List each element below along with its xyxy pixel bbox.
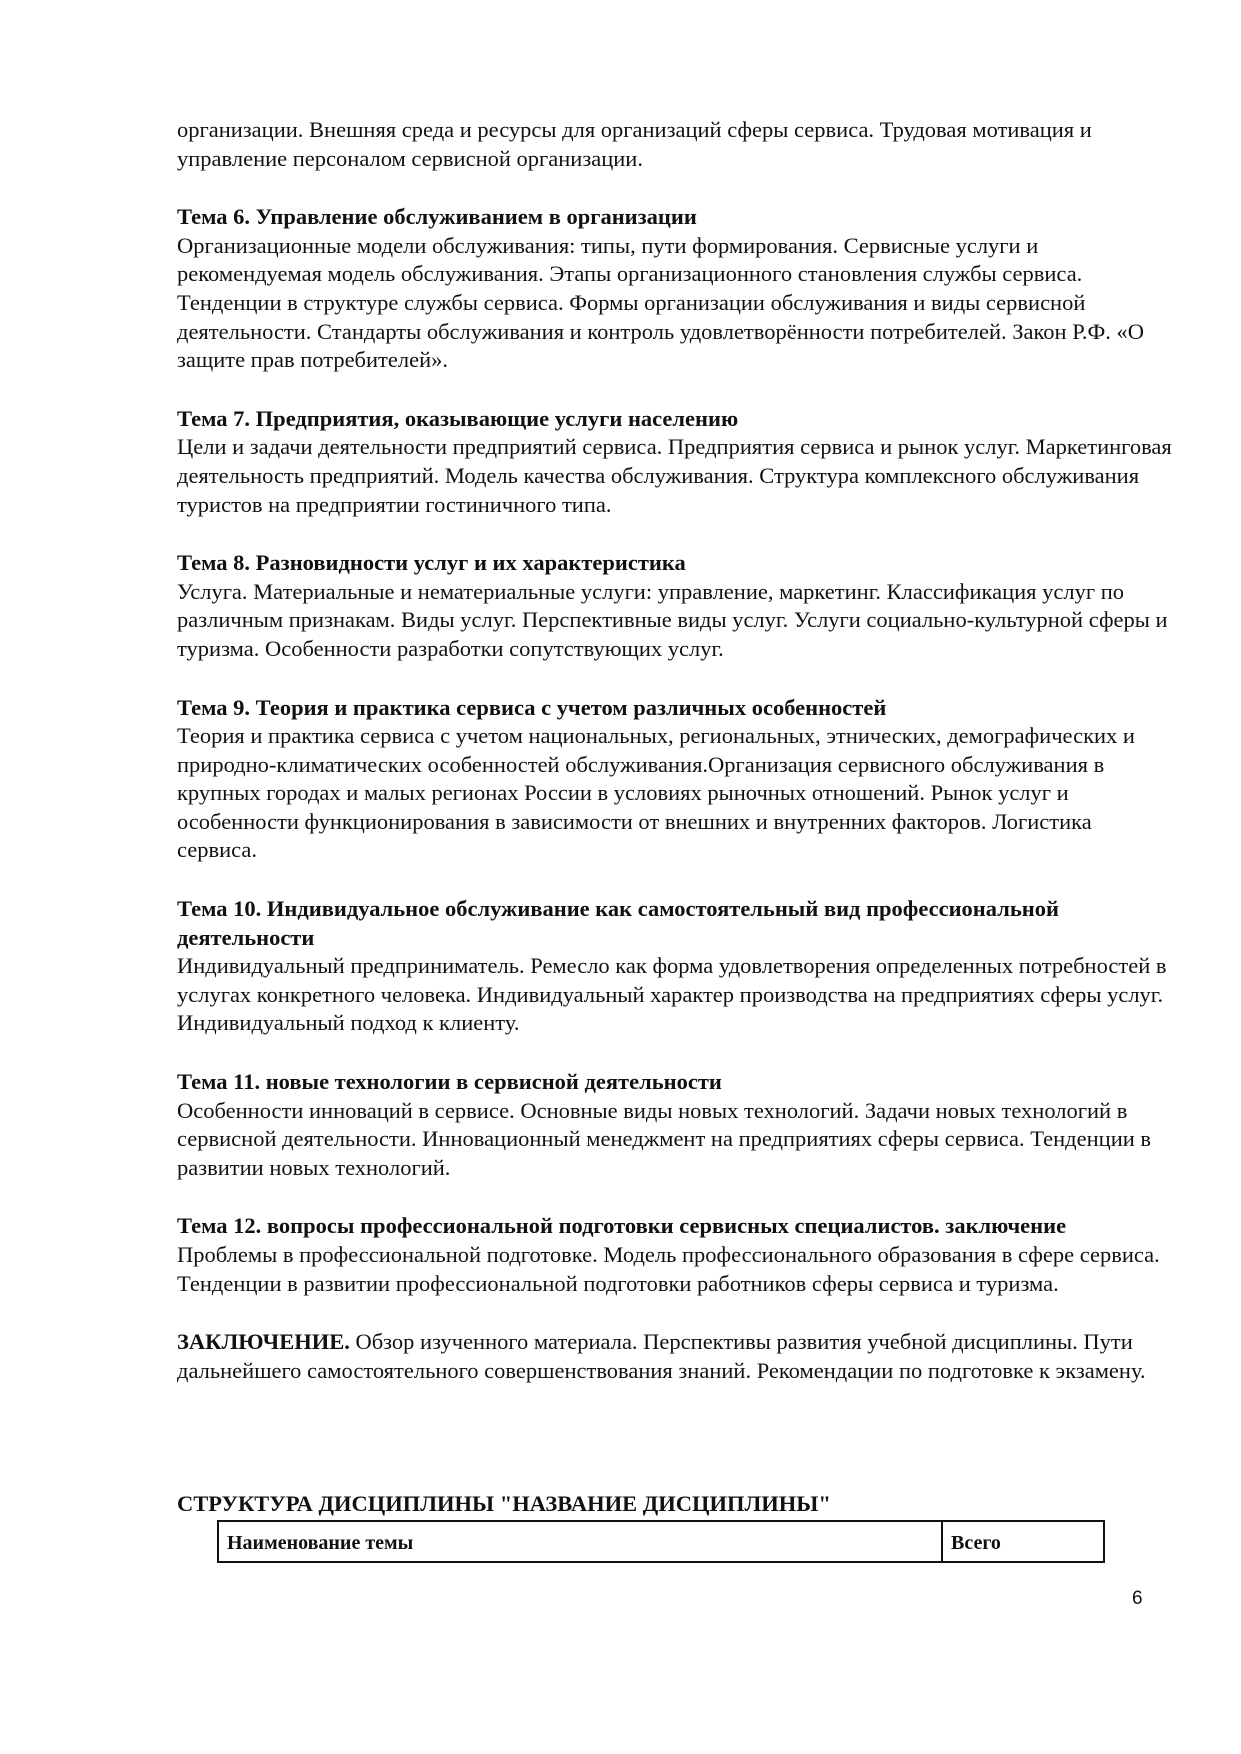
section-text: Услуга. Материальные и нематериальные услуги: управление, маркетинг. Классификация услуг по различным признакам. Виды услуг. Перспективные виды услуг. Услуги социально-культурной сферы и туризма. Особенности разработки сопутствующих услуг. [177,578,1168,661]
section-topic-7 [177,405,1177,519]
conclusion-text: Обзор изученного материала. Перспективы развития учебной дисциплины. Пути дальнейшего самостоятельного совершенствования знаний. Рекомендации по подготовке к экзамену. [177,1329,1146,1383]
table-header-topic-name: Наименование темы [219,1522,943,1561]
section-title: Тема 6. Управление обслуживанием в организации [177,204,697,230]
section-topic-12 [177,1212,1177,1298]
intro-paragraph: организации. Внешняя среда и ресурсы для организаций сферы сервиса. Трудовая мотивация и управление персоналом сервисной организации. [177,117,1092,171]
structure-table [217,1520,1105,1563]
structure-heading: СТРУКТУРА ДИСЦИПЛИНЫ "НАЗВАНИЕ ДИСЦИПЛИНЫ" [177,1491,831,1516]
section-topic-9 [177,694,1177,866]
section-title: Тема 11. новые технологии в сервисной деятельности [177,1069,722,1095]
section-text: Индивидуальный предприниматель. Ремесло как форма удовлетворения определенных потребностей в услугах конкретного человека. Индивидуальный характер производства на предприятиях сферы услуг. Индивидуальный подход к клиенту. [177,953,1167,1036]
table-header-total: Всего [951,1532,1001,1554]
section-title: Тема 12. вопросы профессиональной подготовки сервисных специалистов. заключение [177,1213,1067,1239]
conclusion-paragraph [177,1328,1177,1385]
section-title: Тема 9. Теория и практика сервиса с учетом различных особенностей [177,694,887,720]
section-text: Особенности инноваций в сервисе. Основные виды новых технологий. Задачи новых технологий в сервисной деятельности. Инновационный менеджмент на предприятиях сферы сервиса. Тенденции в развитии новых технологий. [177,1097,1152,1180]
section-title: Тема 8. Разновидности услуг и их характеристика [177,550,686,576]
section-title: Тема 7. Предприятия, оказывающие услуги населению [177,405,739,431]
section-title: Тема 10. Индивидуальное обслуживание как самостоятельный вид профессиональной деятельности [177,896,1059,950]
document-body [177,116,1177,1385]
section-topic-10 [177,895,1177,1038]
section-text: Теория и практика сервиса с учетом национальных, региональных, этнических, демографических и природно-климатических особенностей обслуживания.Организация сервисного обслуживания в крупных городах и малых регионах России в условиях рыночных отношений. Рынок услуг и особенности функционирования в зависимости от внешних и внутренних факторов. Логистика сервиса. [177,723,1135,863]
section-topic-8 [177,549,1177,663]
section-text: Цели и задачи деятельности предприятий сервиса. Предприятия сервиса и рынок услуг. Маркетинговая деятельность предприятий. Модель качества обслуживания. Структура комплексного обслуживания туристов на предприятии гостиничного типа. [177,434,1172,517]
section-text: Организационные модели обслуживания: типы, пути формирования. Сервисные услуги и рекомендуемая модель обслуживания. Этапы организационного становления службы сервиса. Тенденции в структуре службы сервиса. Формы организации обслуживания и виды сервисной деятельности. Стандарты обслуживания и контроль удовлетворённости потребителей. Закон Р.Ф. «О защите прав потребителей». [177,232,1145,373]
conclusion-lead: ЗАКЛЮЧЕНИЕ. [177,1329,350,1355]
section-text: Проблемы в профессиональной подготовке. Модель профессионального образования в сфере сервиса. Тенденции в развитии профессиональной подготовки работников сферы сервиса и туризма. [177,1242,1160,1296]
section-topic-6 [177,203,1177,375]
page-number: 6 [1132,1588,1143,1609]
section-topic-11 [177,1068,1177,1182]
